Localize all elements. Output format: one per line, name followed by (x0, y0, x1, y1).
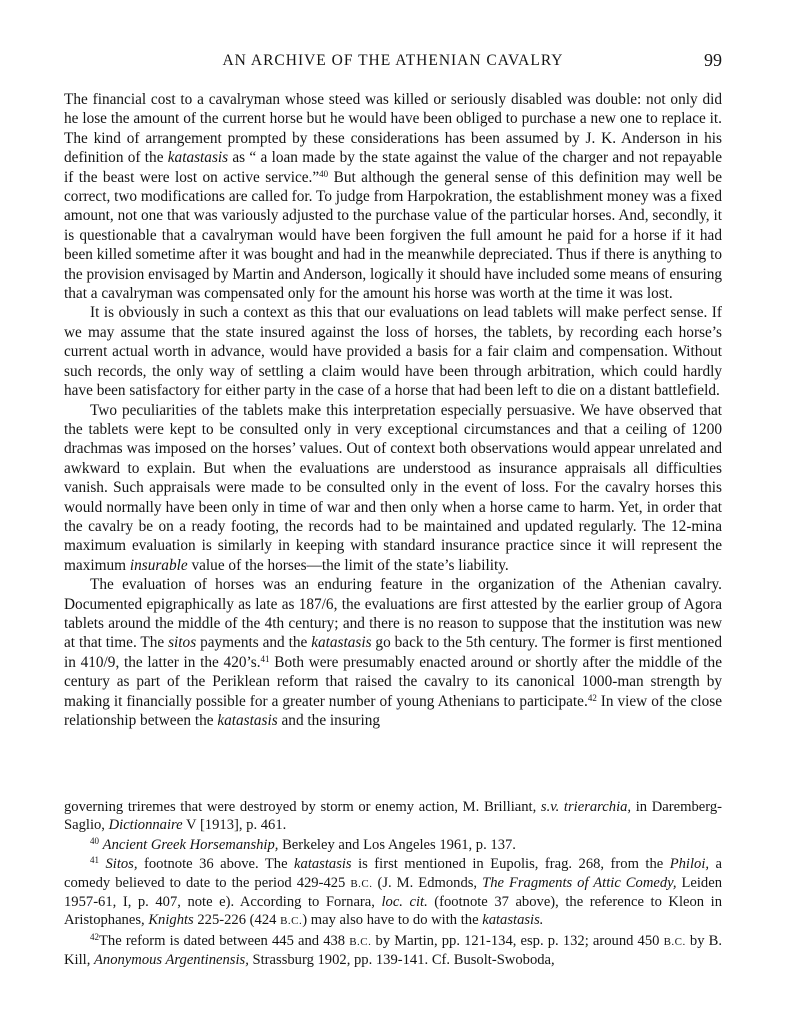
paragraph-3: Two peculiarities of the tablets make this interpretation especially persuasive. We have observed that the tablets were kept to be consulted only in very exceptional circumstances and that a ceiling of 1200 drachmas was imposed on the horses’ values. Out of context both observations would appear unrelated and awkward to explain. But when the evaluations are understood as insurance appraisals all difficulties vanish. Such appraisals were made to be consulted only in the event of loss. For the cavalry horses this would normally have been only in time of war and then only when a horse came to harm. Yet, in order that the cavalry be on a ready footing, the records had to be maintained and updated regularly. The 12-mina maximum evaluation is similarly in keeping with standard insurance practice since it will represent the maximum insurable value of the horses—the limit of the state’s liability. (64, 401, 722, 574)
paragraph-4: The evaluation of horses was an enduring feature in the organization of the Athenian cavalry. Documented epigraphically as late as 187/6, the evaluations are first attested by the earlier group of Agora tablets around the middle of the 4th century; and there is no reason to suppose that the institution was new at that time. The sitos payments and the katastasis go back to the 5th century. The former is first mentioned in 410/9, the latter in the 420’s.$^{41}$ Both were presumably enacted around or shortly after the middle of the century as part of the Periklean reform that raised the cavalry to its canonical 1000-man strength by making it financially possible for a greater number of young Athenians to participate.$^{42}$ In view of the close relationship between the katastasis and the insuring (64, 576, 722, 729)
footnote-continuation: governing triremes that were destroyed by storm or enemy action, M. Brilliant, s.v. trierarchia, in Daremberg-Saglio, Dictionnaire V [1913], p. 461. (64, 799, 722, 834)
page-number: 99 (704, 50, 722, 70)
footnote-40: $^{40}$ Ancient Greek Horsemanship, Berkeley and Los Angeles 1961, p. 137. (90, 835, 516, 853)
footnote-ref-41: 41 (260, 653, 270, 664)
footnote-ref-40: 40 (319, 168, 329, 179)
footnote-ref-42: 42 (587, 692, 597, 703)
paragraph-2: It is obviously in such a context as this that our evaluations on lead tablets will make perfect sense. If we may assume that the state insured against the loss of horses, the tablets, by recording each horse’s current actual worth in advance, would have provided a basis for a fair claim and compensation. Without such records, the only way of settling a claim would have been through arbitration, which could hardly have been satisfactory for either party in the case of a horse that had been left to die on a distant battlefield. (64, 304, 722, 400)
footnotes (64, 798, 722, 971)
running-title: AN ARCHIVE OF THE ATHENIAN CAVALRY (222, 52, 564, 69)
page-header (64, 50, 722, 74)
footnote-42: $^{42}$The reform is dated between 445 and 438 B.C. by Martin, pp. 121-134, esp. p. 132; around 450 B.C. by B. Kill, Anonymous Argentinensis, Strassburg 1902, pp. 139-141. Cf. Busolt-Swoboda, (64, 931, 722, 969)
main-text (64, 90, 722, 730)
paragraph-1: The financial cost to a cavalryman whose steed was killed or seriously disabled was double: not only did he lose the amount of the current horse but he would have been obliged to purchase a new one to replace it. The kind of arrangement prompted by these considerations has been assumed by J. K. Anderson in his definition of the katastasis as “ a loan made by the state against the value of the charger and not repayable if the beast were lost on active service.”$^{40}$ But although the general sense of this definition may well be correct, two modifications are called for. To judge from Harpokration, the establishment money was a fixed amount, not one that was variously adjusted to the purchase value of the particular horses. And, secondly, it is questionable that a cavalryman would have been forgiven the full amount he paid for a horse if it had been killed sometime after it was bought and had in the meanwhile depreciated. Thus if there is anything to the provision envisaged by Martin and Anderson, logically it should have included some means of ensuring that a cavalryman was compensated only for the amount his horse was worth at the time it was lost. (64, 91, 722, 303)
footnote-41: $^{41}$ Sitos, footnote 36 above. The katastasis is first mentioned in Eupolis, frag. 268, from the Philoi, a comedy believed to date to the period 429-425 B.C. (J. M. Edmonds, The Fragments of Attic Comedy, Leiden 1957-61, I, p. 407, note e). According to Fornara, loc. cit. (footnote 37 above), the reference to Kleon in Aristophanes, Knights 225-226 (424 B.C.) may also have to do with the katastasis. (64, 855, 722, 929)
